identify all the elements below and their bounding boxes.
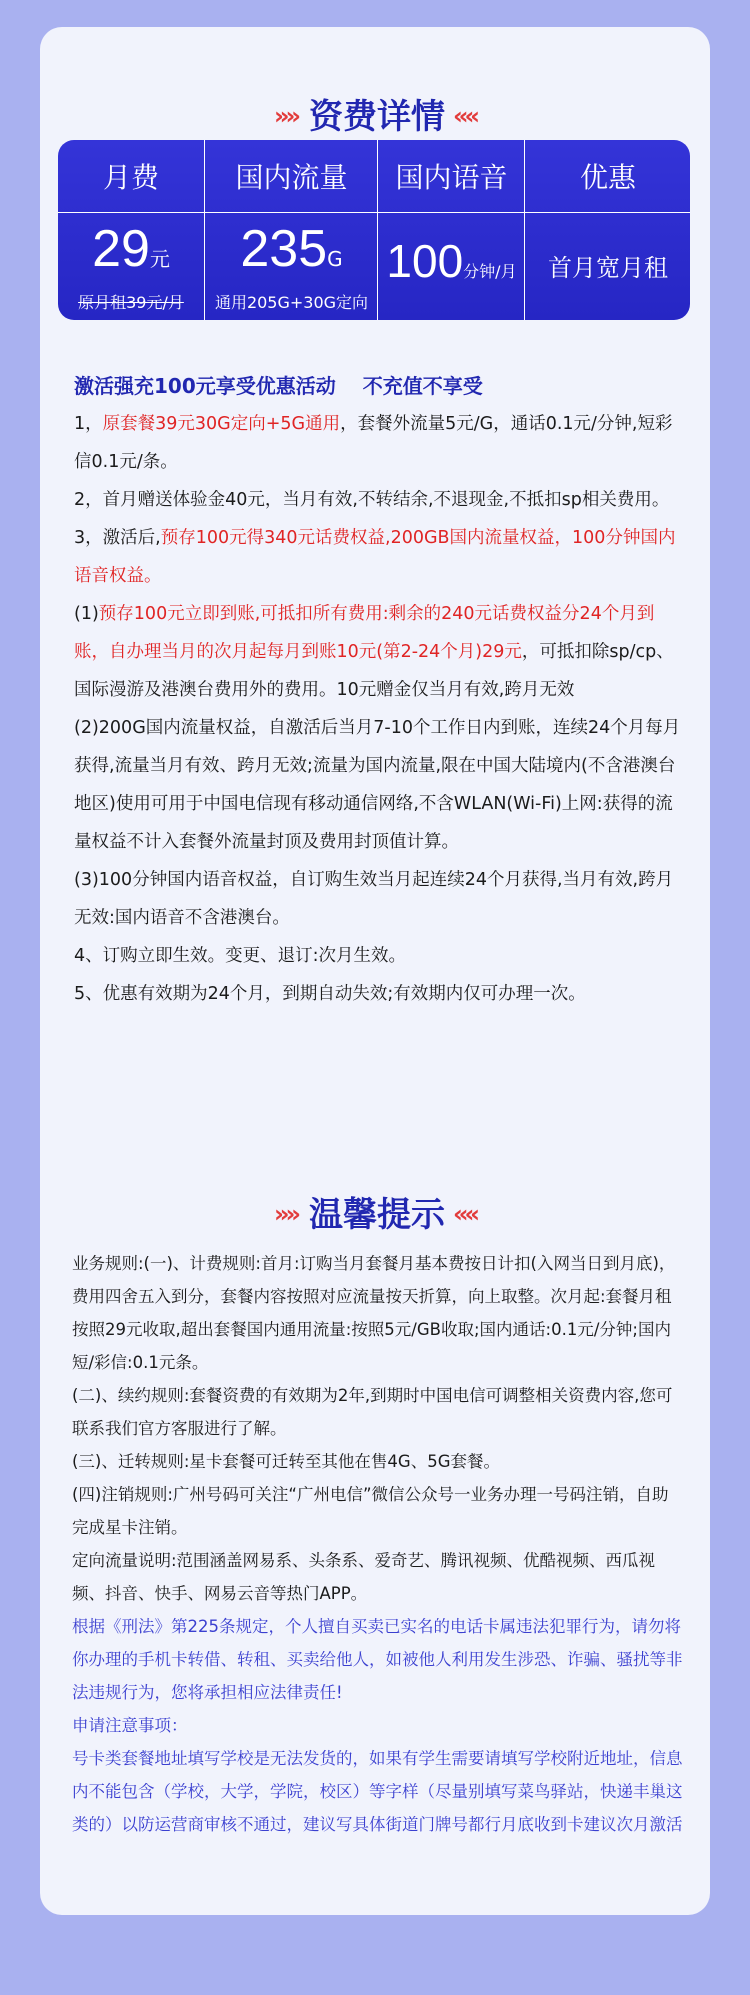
fee-column-offer bbox=[524, 140, 690, 320]
double-chevron-right-icon: »» bbox=[273, 1200, 297, 1228]
section-title-fee-details bbox=[40, 89, 710, 138]
rule-item-1: 1，原套餐39元30G定向+5G通用，套餐外流量5元/G，通话0.1元/分钟,短彩信0.1元/条。 bbox=[74, 414, 673, 472]
tips-migration-rules: (三)、迁转规则:星卡套餐可迁转至其他在售4G、5G套餐。 bbox=[72, 1452, 501, 1471]
tips-cancellation-rules: (四)注销规则:广州号码可关注“广州电信”微信公众号一业务办理一号码注销，自助完成星卡注销。 bbox=[72, 1485, 669, 1537]
double-chevron-left-icon: «« bbox=[453, 1200, 477, 1228]
tips-billing-rules: 业务规则:(一)、计费规则:首月:订购当月套餐月基本费按日计扣(入网当日到月底)，费用四舍五入到分，套餐内容按照对应流量按天折算，向上取整。次月起:套餐月租按照29元收取,超出套餐国内通用流量:按照5元/GB收取;国内通话:0.1元/分钟;国内短/彩信:0.1元条。 bbox=[72, 1254, 676, 1372]
original-monthly-fee: 原月租39元/月 bbox=[78, 293, 184, 312]
header-monthly-fee: 月费 bbox=[102, 161, 159, 194]
section-title-text: 资费详情 bbox=[309, 97, 445, 137]
fee-column-monthly bbox=[58, 140, 204, 320]
rule-item-2: 2，首月赠送体验金40元，当月有效,不转结余,不退现金,不抵扣sp相关费用。 bbox=[74, 490, 670, 510]
rule-item-6: (3)100分钟国内语音权益，自订购生效当月起连续24个月获得,当月有效,跨月无效:国内语音不含港澳台。 bbox=[74, 870, 674, 928]
monthly-fee-unit: 元 bbox=[149, 247, 170, 271]
voice-cell bbox=[378, 214, 525, 320]
offer-cell bbox=[525, 214, 690, 320]
content-card bbox=[40, 27, 710, 1915]
section-title-text: 温馨提示 bbox=[309, 1195, 445, 1235]
tips-legal-warning: 根据《刑法》第225条规定，个人擅自买卖已实名的电话卡属违法犯罪行为，请勿将你办理的手机卡转借、转租、买卖给他人，如被他人利用发生涉恐、诈骗、骚扰等非法违规行为，您将承担相应法律责任! bbox=[72, 1617, 683, 1702]
data-cell bbox=[205, 214, 378, 320]
data-value: 235 bbox=[240, 220, 328, 278]
tips-renewal-rules: (二)、续约规则:套餐资费的有效期为2年,到期时中国电信可调整相关资费内容,您可联系我们官方客服进行了解。 bbox=[72, 1386, 673, 1438]
double-chevron-right-icon: »» bbox=[273, 102, 297, 130]
tips-address-notes: 号卡类套餐地址填写学校是无法发货的，如果有学生需要请填写学校附近地址，信息内不能包含（学校，大学，学院，校区）等字样（尽量别填写菜鸟驿站，快递丰巢这类的）以防运营商审核不通过，建议写具体街道门牌号都行月底收到卡建议次月激活 bbox=[72, 1749, 683, 1834]
header-offer: 优惠 bbox=[579, 161, 636, 194]
tips-application-notes-heading: 申请注意事项： bbox=[72, 1716, 188, 1735]
data-detail: 通用205G+30G定向 bbox=[214, 293, 369, 312]
rules-headline: 激活强充100元享受优惠活动 不充值不享受 bbox=[74, 374, 483, 398]
rule-item-4: (1)预存100元立即到账,可抵扣所有费用:剩余的240元话费权益分24个月到账，自办理当月的次月起每月到账10元(第2-24个月)29元，可抵扣除sp/cp、国际漫游及港澳台费用外的费用。10元赠金仅当月有效,跨月无效 bbox=[74, 604, 674, 700]
rule-item-7: 4、订购立即生效。变更、退订:次月生效。 bbox=[74, 946, 407, 966]
header-domestic-data: 国内流量 bbox=[235, 161, 348, 194]
rule-item-3: 3，激活后,预存100元得340元话费权益,200GB国内流量权益，100分钟国内语音权益。 bbox=[74, 528, 676, 586]
offer-text: 首月宽月租 bbox=[548, 254, 668, 282]
rule-item-5: (2)200G国内流量权益，自激活后当月7-10个工作日内到账，连续24个月每月获得,流量当月有效、跨月无效;流量为国内流量,限在中国大陆境内(不含港澳台地区)使用可用于中国电信现有移动通信网络,不含WLAN(Wi-Fi)上网:获得的流量权益不计入套餐外流量封顶及费用封顶值计算。 bbox=[74, 718, 681, 852]
fee-column-voice bbox=[377, 140, 525, 320]
voice-unit: 分钟/月 bbox=[463, 262, 517, 281]
section-title-tips bbox=[40, 1187, 710, 1236]
fee-column-data bbox=[204, 140, 378, 320]
data-unit: G bbox=[327, 247, 343, 271]
double-chevron-left-icon: «« bbox=[453, 102, 477, 130]
monthly-fee-value: 29 bbox=[92, 220, 150, 278]
table-divider bbox=[58, 212, 690, 213]
tips-section bbox=[72, 1247, 684, 1841]
tips-directed-data: 定向流量说明:范围涵盖网易系、头条系、爱奇艺、腾讯视频、优酷视频、西瓜视频、抖音、快手、网易云音等热门APP。 bbox=[72, 1551, 656, 1603]
monthly-fee-cell bbox=[58, 214, 204, 320]
fee-table bbox=[58, 140, 690, 320]
header-domestic-voice: 国内语音 bbox=[395, 161, 508, 194]
voice-value: 100 bbox=[386, 235, 464, 287]
rules-section bbox=[74, 367, 684, 1013]
rule-item-8: 5、优惠有效期为24个月，到期自动失效;有效期内仅可办理一次。 bbox=[74, 984, 586, 1004]
